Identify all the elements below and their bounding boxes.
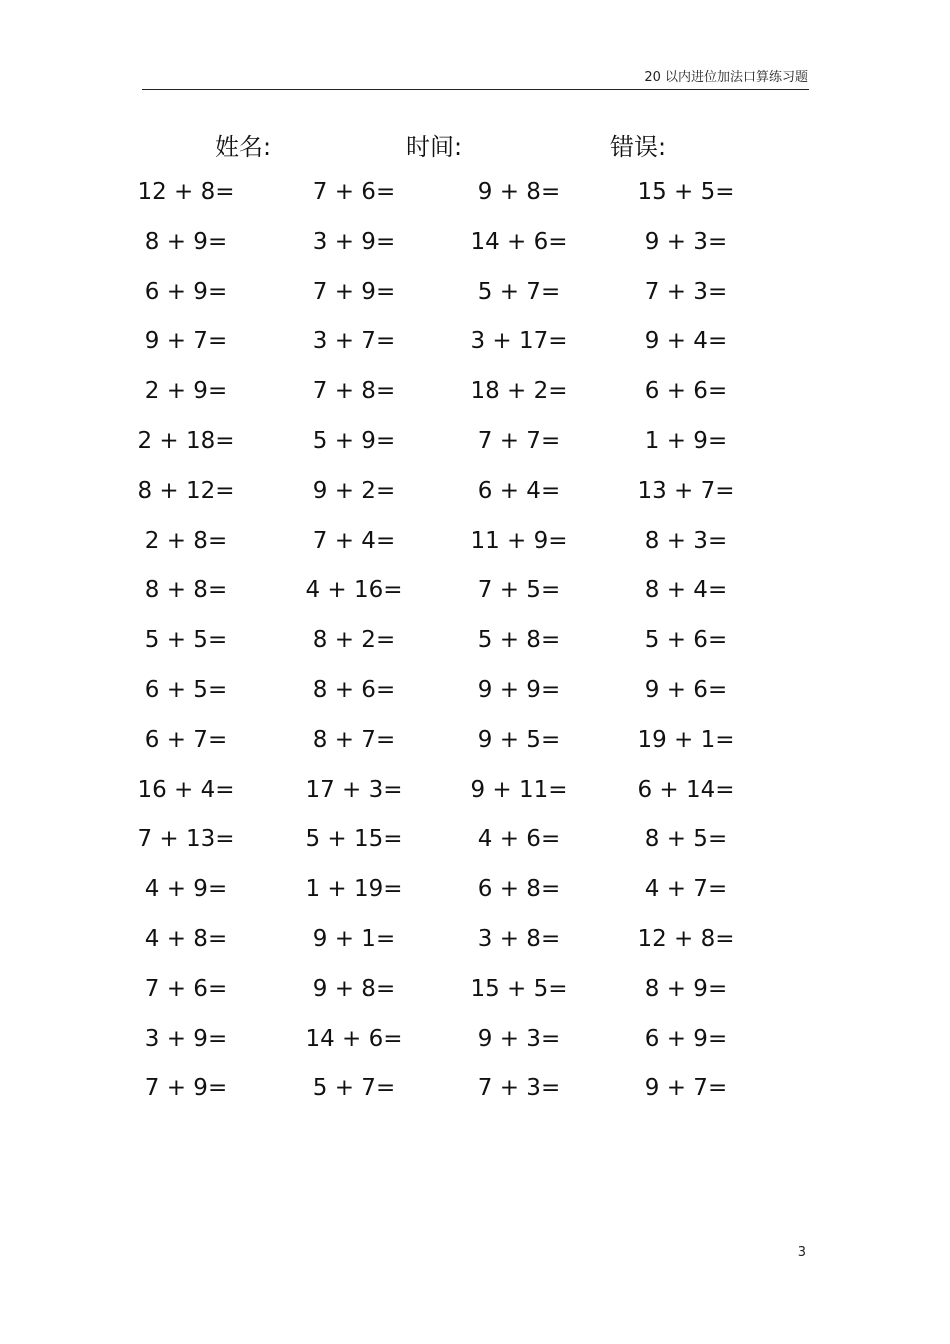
problem-item: 2 + 8=: [144, 527, 228, 554]
problem-item: 3 + 7=: [312, 328, 396, 355]
problem-item: 12 + 8=: [137, 179, 235, 205]
problem-item: 5 + 5=: [144, 627, 228, 654]
problem-item: 15 + 5=: [637, 179, 735, 205]
problem-item: 14 + 6=: [305, 1025, 403, 1052]
problem-item: 6 + 4=: [477, 477, 561, 504]
problem-item: 17 + 3=: [305, 776, 403, 803]
problem-item: 9 + 1=: [312, 926, 396, 952]
problem-item: 8 + 5=: [644, 826, 728, 853]
problem-item: 13 + 7=: [637, 477, 735, 504]
problem-item: 7 + 7=: [477, 428, 561, 454]
problem-item: 7 + 9=: [312, 278, 396, 305]
problem-item: 9 + 8=: [312, 975, 396, 1002]
problem-item: 7 + 6=: [144, 975, 228, 1002]
problem-item: 11 + 9=: [470, 527, 568, 554]
problem-item: 5 + 7=: [477, 278, 561, 305]
problem-item: 3 + 8=: [477, 926, 561, 952]
problem-item: 5 + 15=: [305, 826, 403, 853]
problem-item: 8 + 3=: [644, 527, 728, 554]
problem-item: 16 + 4=: [137, 776, 235, 803]
problem-item: 4 + 7=: [644, 876, 728, 903]
problem-item: 8 + 7=: [312, 726, 396, 753]
problem-item: 5 + 8=: [477, 627, 561, 654]
problem-item: 9 + 11=: [470, 776, 568, 803]
problem-item: 7 + 6=: [312, 179, 396, 205]
problem-item: 7 + 3=: [644, 278, 728, 305]
time-label: 时间:: [406, 133, 463, 161]
problem-item: 7 + 13=: [137, 826, 235, 853]
problem-item: 6 + 14=: [637, 776, 735, 803]
problem-item: 7 + 3=: [477, 1075, 561, 1102]
problem-item: 9 + 6=: [644, 677, 728, 703]
name-label: 姓名:: [215, 133, 272, 161]
problem-item: 7 + 4=: [312, 527, 396, 554]
problem-item: 9 + 3=: [644, 228, 728, 255]
problem-item: 9 + 4=: [644, 328, 728, 355]
problem-item: 3 + 9=: [144, 1025, 228, 1052]
problem-item: 9 + 7=: [644, 1075, 728, 1102]
problem-item: 8 + 2=: [312, 627, 396, 654]
problem-item: 8 + 12=: [137, 477, 235, 504]
problem-item: 6 + 7=: [144, 726, 228, 753]
problem-item: 6 + 9=: [644, 1025, 728, 1052]
problem-item: 18 + 2=: [470, 378, 568, 405]
problem-item: 6 + 8=: [477, 876, 561, 903]
problem-item: 7 + 5=: [477, 577, 561, 604]
problem-item: 8 + 9=: [644, 975, 728, 1002]
problem-item: 1 + 19=: [305, 876, 403, 903]
problem-item: 7 + 8=: [312, 378, 396, 405]
header-title: 20 以内进位加法口算练习题: [644, 70, 808, 85]
problem-item: 15 + 5=: [470, 975, 568, 1002]
problem-item: 9 + 2=: [312, 477, 396, 504]
problem-item: 2 + 9=: [144, 378, 228, 405]
header-divider: [142, 89, 809, 90]
problem-item: 4 + 16=: [305, 577, 403, 604]
problem-item: 9 + 9=: [477, 677, 561, 703]
problem-item: 14 + 6=: [470, 228, 568, 255]
problem-item: 4 + 8=: [144, 926, 228, 952]
problem-item: 3 + 17=: [470, 328, 568, 355]
problem-item: 8 + 8=: [144, 577, 228, 604]
problem-item: 9 + 8=: [477, 179, 561, 205]
problem-item: 6 + 9=: [144, 278, 228, 305]
problem-item: 2 + 18=: [137, 428, 235, 454]
problem-item: 8 + 6=: [312, 677, 396, 703]
problem-item: 1 + 9=: [644, 428, 728, 454]
problem-item: 12 + 8=: [637, 926, 735, 952]
problem-item: 8 + 4=: [644, 577, 728, 604]
problem-item: 3 + 9=: [312, 228, 396, 255]
errors-label: 错误:: [610, 133, 667, 161]
problem-item: 9 + 3=: [477, 1025, 561, 1052]
problem-item: 8 + 9=: [144, 228, 228, 255]
problem-item: 9 + 7=: [144, 328, 228, 355]
problem-item: 5 + 7=: [312, 1075, 396, 1102]
problem-item: 6 + 5=: [144, 677, 228, 703]
problem-item: 5 + 6=: [644, 627, 728, 654]
problem-item: 6 + 6=: [644, 378, 728, 405]
problem-item: 4 + 6=: [477, 826, 561, 853]
page-number: 3: [797, 1245, 806, 1260]
problem-item: 4 + 9=: [144, 876, 228, 903]
problem-item: 5 + 9=: [312, 428, 396, 454]
problem-item: 7 + 9=: [144, 1075, 228, 1102]
problem-item: 9 + 5=: [477, 726, 561, 753]
problem-item: 19 + 1=: [637, 726, 735, 753]
